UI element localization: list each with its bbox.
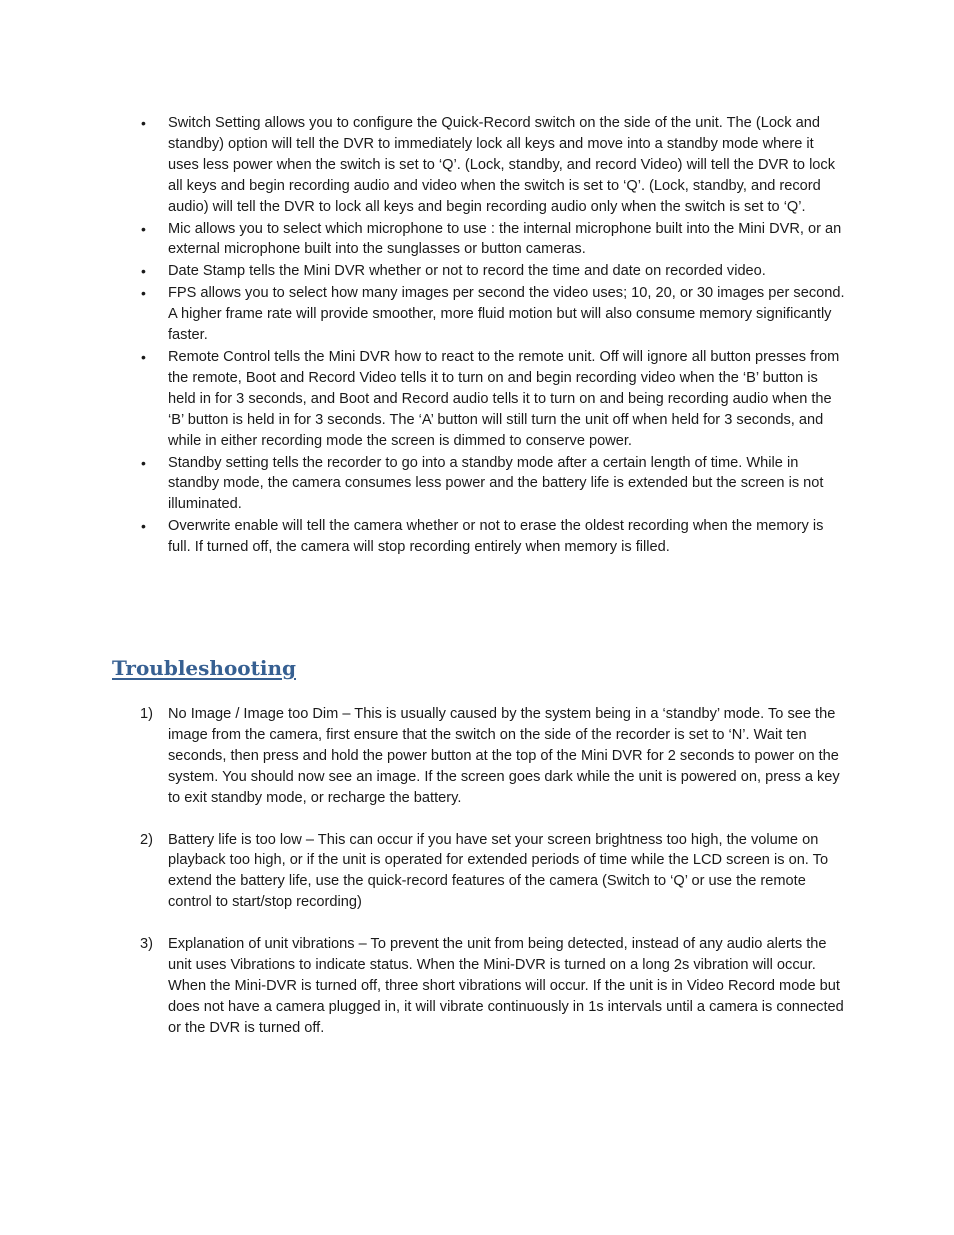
bullet-item-date-stamp xyxy=(140,261,845,282)
bullet-item-overwrite xyxy=(140,516,845,558)
bullet-text: Mic allows you to select which microphone to use : the internal microphone built into the Mini DVR, or an external microphone built into the sunglasses or button cameras. xyxy=(168,220,842,258)
bullet-glyph: • xyxy=(141,454,146,471)
bullet-item-standby xyxy=(140,453,845,516)
item-text: Explanation of unit vibrations – To prevent the unit from being detected, instead of any audio alerts the unit uses Vibrations to indicate status. When the Mini-DVR is turned on a long 2s vibration will occur. When the Mini-DVR is turned off, three short vibrations will occur. If the unit is in Video Record mode but does not have a camera plugged in, it will vibrate continuously in 1s intervals until a camera is connected or the DVR is turned off. xyxy=(168,936,844,1036)
troubleshooting-item-vibrations xyxy=(140,934,845,1039)
bullet-text: FPS allows you to select how many images per second the video uses; 10, 20, or 30 images per second. A higher frame rate will provide smoother, more fluid motion but will also consume memory significantly faster. xyxy=(168,285,845,344)
troubleshooting-heading: Troubleshooting xyxy=(112,656,296,680)
troubleshooting-list xyxy=(140,704,845,1060)
bullet-glyph: • xyxy=(141,220,146,237)
bullet-glyph: • xyxy=(141,348,146,365)
item-number: 2) xyxy=(140,831,153,848)
troubleshooting-item-battery xyxy=(140,830,845,914)
bullet-item-remote-control xyxy=(140,347,845,452)
item-text: No Image / Image too Dim – This is usually caused by the system being in a ‘standby’ mode. To see the image from the camera, first ensure that the switch on the side of the recorder is set to ‘N’. Wait ten seconds, then press and hold the power button at the top of the Mini DVR for 2 seconds to power on the system. You should now see an image. If the screen goes dark while the unit is powered on, press a key to exit standby mode, or recharge the battery. xyxy=(168,706,840,806)
bullet-glyph: • xyxy=(141,518,146,535)
bullet-item-fps xyxy=(140,283,845,346)
bullet-item-mic xyxy=(140,219,845,261)
bullet-text: Remote Control tells the Mini DVR how to react to the remote unit. Off will ignore all button presses from the remote, Boot and Record Video tells it to turn on and begin recording video when the ‘B’ button is held in for 3 seconds, and Boot and Record audio tells it to turn on and being recording audio when the ‘B’ button is held in for 3 seconds. The ‘A’ button will still turn the unit off when held for 3 seconds, and while in either recording mode the screen is dimmed to conserve power. xyxy=(168,348,840,449)
bullet-text: Date Stamp tells the Mini DVR whether or not to record the time and date on recorded video. xyxy=(168,263,766,280)
bullet-glyph: • xyxy=(141,263,146,280)
troubleshooting-item-no-image xyxy=(140,704,845,809)
bullet-text: Switch Setting allows you to configure the Quick-Record switch on the side of the unit. The (Lock and standby) option will tell the DVR to immediately lock all keys and move into a standby mode where it uses less power when the switch is set to ‘Q’. (Lock, standby, and record Video) will tell the DVR to lock all keys and begin recording audio and video when the switch is set to ‘Q’. (Lock, standby, and record audio) will tell the DVR to lock all keys and begin recording audio only when the switch is set to ‘Q’. xyxy=(168,115,836,215)
bullet-text: Overwrite enable will tell the camera whether or not to erase the oldest recording when the memory is full. If turned off, the camera will stop recording entirely when memory is filled. xyxy=(168,518,824,556)
bullet-glyph: • xyxy=(141,285,146,302)
settings-bullet-list xyxy=(140,113,845,559)
item-text: Battery life is too low – This can occur if you have set your screen brightness too high, the volume on playback too high, or if the unit is operated for extended periods of time while the LCD screen is on. To extend the battery life, use the quick-record features of the camera (Switch to ‘Q’ or use the remote control to start/stop recording) xyxy=(168,831,829,911)
bullet-item-switch-setting xyxy=(140,113,845,218)
bullet-text: Standby setting tells the recorder to go into a standby mode after a certain length of time. While in standby mode, the camera consumes less power and the battery life is extended but the screen is not illuminated. xyxy=(168,454,824,513)
bullet-glyph: • xyxy=(141,115,146,131)
item-number: 1) xyxy=(140,706,153,722)
item-number: 3) xyxy=(140,936,153,953)
